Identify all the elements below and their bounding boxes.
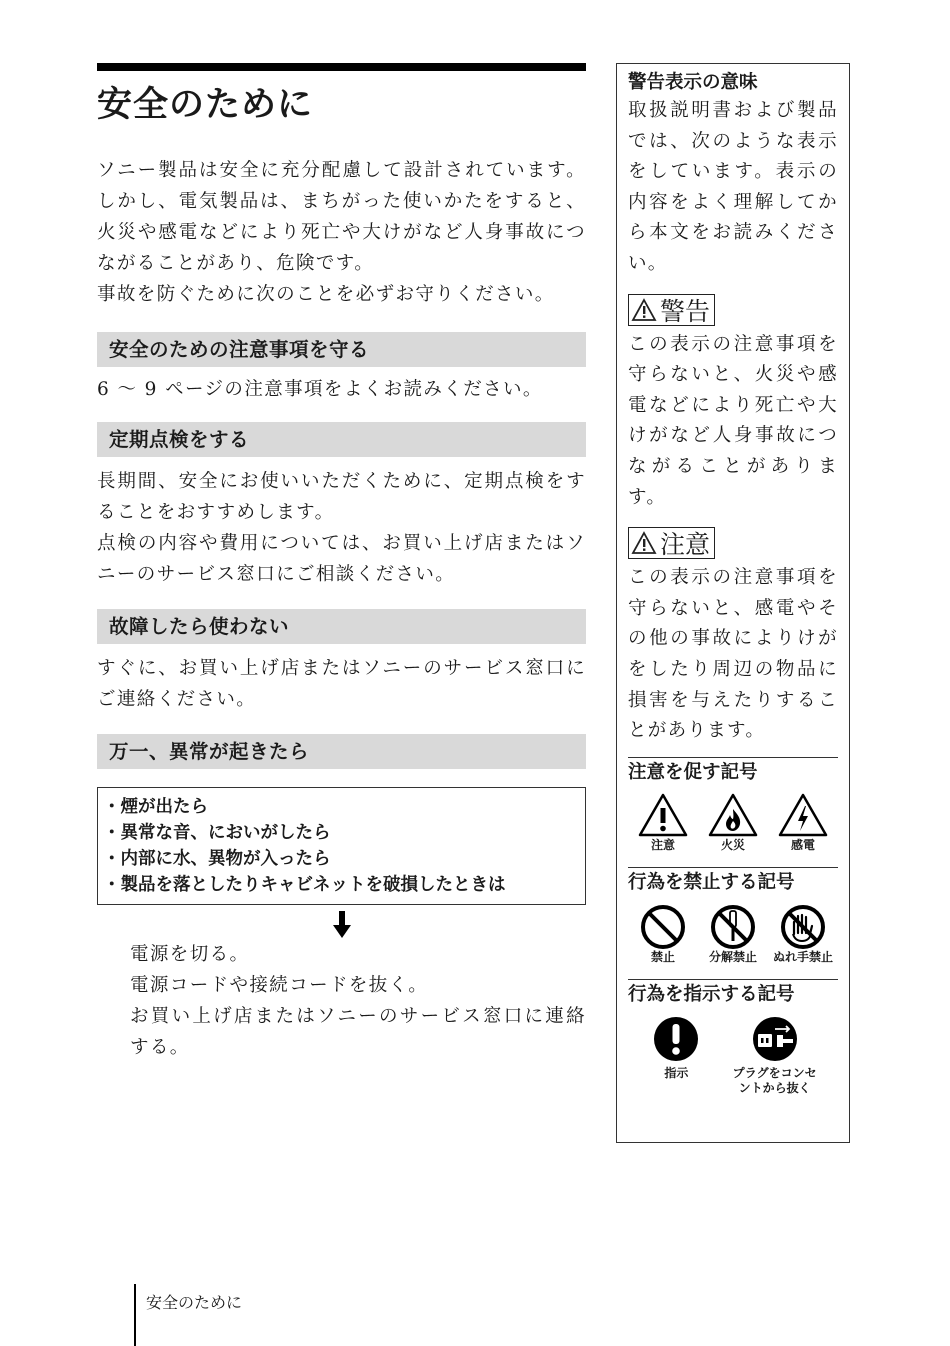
- intro-text: [97, 155, 586, 310]
- caution-triangle-icon: [631, 531, 657, 555]
- intro-paragraph: 事故を防ぐために次のことを必ずお守りください。: [97, 284, 555, 305]
- icon-label: 感電: [790, 837, 815, 852]
- step-text: 電源コードや接続コードを抜く。: [130, 975, 429, 996]
- list-item: ・煙が出たら: [103, 797, 208, 817]
- icon-item: [768, 792, 838, 853]
- alert-icons: [628, 792, 838, 853]
- icon-label: 分解禁止: [708, 949, 757, 964]
- icon-label: 指示: [664, 1065, 689, 1080]
- sidebar-text: 取扱説明書および製品では、次のような表示をしています。表示の内容をよく理解してから本文をお読みください。: [628, 100, 838, 274]
- icon-item: [725, 1016, 825, 1096]
- page-title: 安全のために: [97, 85, 314, 125]
- icon-item: [628, 792, 698, 853]
- sidebar-heading: 行為を指示する記号: [628, 983, 795, 1005]
- icon-item: [698, 792, 768, 853]
- instruct-icons: [628, 1016, 838, 1096]
- section-heading: 安全のための注意事項を守る: [97, 332, 586, 367]
- sidebar-heading: 行為を禁止する記号: [628, 871, 795, 893]
- prohibited-icon: [639, 904, 687, 950]
- icon-item: [768, 904, 838, 965]
- section-body: 点検の内容や費用については、お買い上げ店またはソニーのサービス窓口にご相談ください。: [97, 533, 586, 585]
- divider: [628, 757, 838, 758]
- section-heading: 定期点検をする: [97, 422, 586, 457]
- caution-icon: [637, 792, 689, 838]
- icon-label: プラグをコンセントから抜く: [732, 1065, 817, 1095]
- unplug-icon: [751, 1016, 799, 1062]
- sidebar-heading: 警告表示の意味: [628, 72, 758, 93]
- list-item: ・製品を落としたりキャビネットを破損したときは: [103, 875, 506, 895]
- intro-paragraph: ソニー製品は安全に充分配慮して設計されています。しかし、電気製品は、まちがった使いかたをすると、火災や感電などにより死亡や大けがなど人身事故につながることがあり、危険です。: [97, 160, 586, 274]
- icon-label: 火災: [720, 837, 745, 852]
- divider: [628, 979, 838, 980]
- icon-item: [628, 904, 698, 965]
- step-text: 電源を切る。: [130, 944, 250, 965]
- footer: [134, 1284, 242, 1346]
- sidebar-text: この表示の注意事項を守らないと、感電やその他の事故によりけがをしたり周辺の物品に損害を与えたりすることがあります。: [628, 567, 838, 742]
- caution-label: 注意: [660, 530, 711, 560]
- warning-legend-sidebar: [616, 63, 850, 1143]
- warning-label-box: [628, 294, 715, 326]
- emergency-list: [97, 787, 586, 905]
- section-body: 6 ～ 9 ページの注意事項をよくお読みください。: [97, 379, 543, 400]
- fire-icon: [707, 792, 759, 838]
- icon-item: [641, 1016, 711, 1081]
- prohibit-icons: [628, 904, 838, 965]
- icon-item: [698, 904, 768, 965]
- sidebar-text: この表示の注意事項を守らないと、火災や感電などにより死亡や大けがなど人身事故につながることがあります。: [628, 333, 838, 508]
- title-rule: [97, 63, 586, 71]
- section-body: すぐに、お買い上げ店またはソニーのサービス窓口にご連絡ください。: [97, 658, 586, 710]
- electric-shock-icon: [777, 792, 829, 838]
- list-item: ・異常な音、においがしたら: [103, 823, 331, 843]
- section-body: 長期間、安全にお使いいただくために、定期点検をすることをおすすめします。: [97, 471, 586, 523]
- no-disassembly-icon: [709, 904, 757, 950]
- footer-section-title: 安全のために: [146, 1293, 243, 1312]
- emergency-steps: [130, 939, 586, 1063]
- caution-label-box: [628, 527, 715, 559]
- warning-triangle-icon: [631, 298, 657, 322]
- down-arrow-icon: [97, 911, 586, 939]
- icon-label: ぬれ手禁止: [772, 949, 833, 964]
- instruction-icon: [652, 1016, 700, 1062]
- divider: [628, 867, 838, 868]
- icon-label: 注意: [650, 837, 675, 852]
- sidebar-heading: 注意を促す記号: [628, 761, 758, 783]
- step-text: お買い上げ店またはソニーのサービス窓口に連絡する。: [130, 1006, 586, 1058]
- section-heading: 万一、異常が起きたら: [97, 734, 586, 769]
- no-wet-hands-icon: [779, 904, 827, 950]
- main-column: [97, 63, 586, 1063]
- list-item: ・内部に水、異物が入ったら: [103, 849, 331, 869]
- icon-label: 禁止: [650, 949, 675, 964]
- warning-label: 警告: [660, 296, 711, 326]
- section-heading: 故障したら使わない: [97, 609, 586, 644]
